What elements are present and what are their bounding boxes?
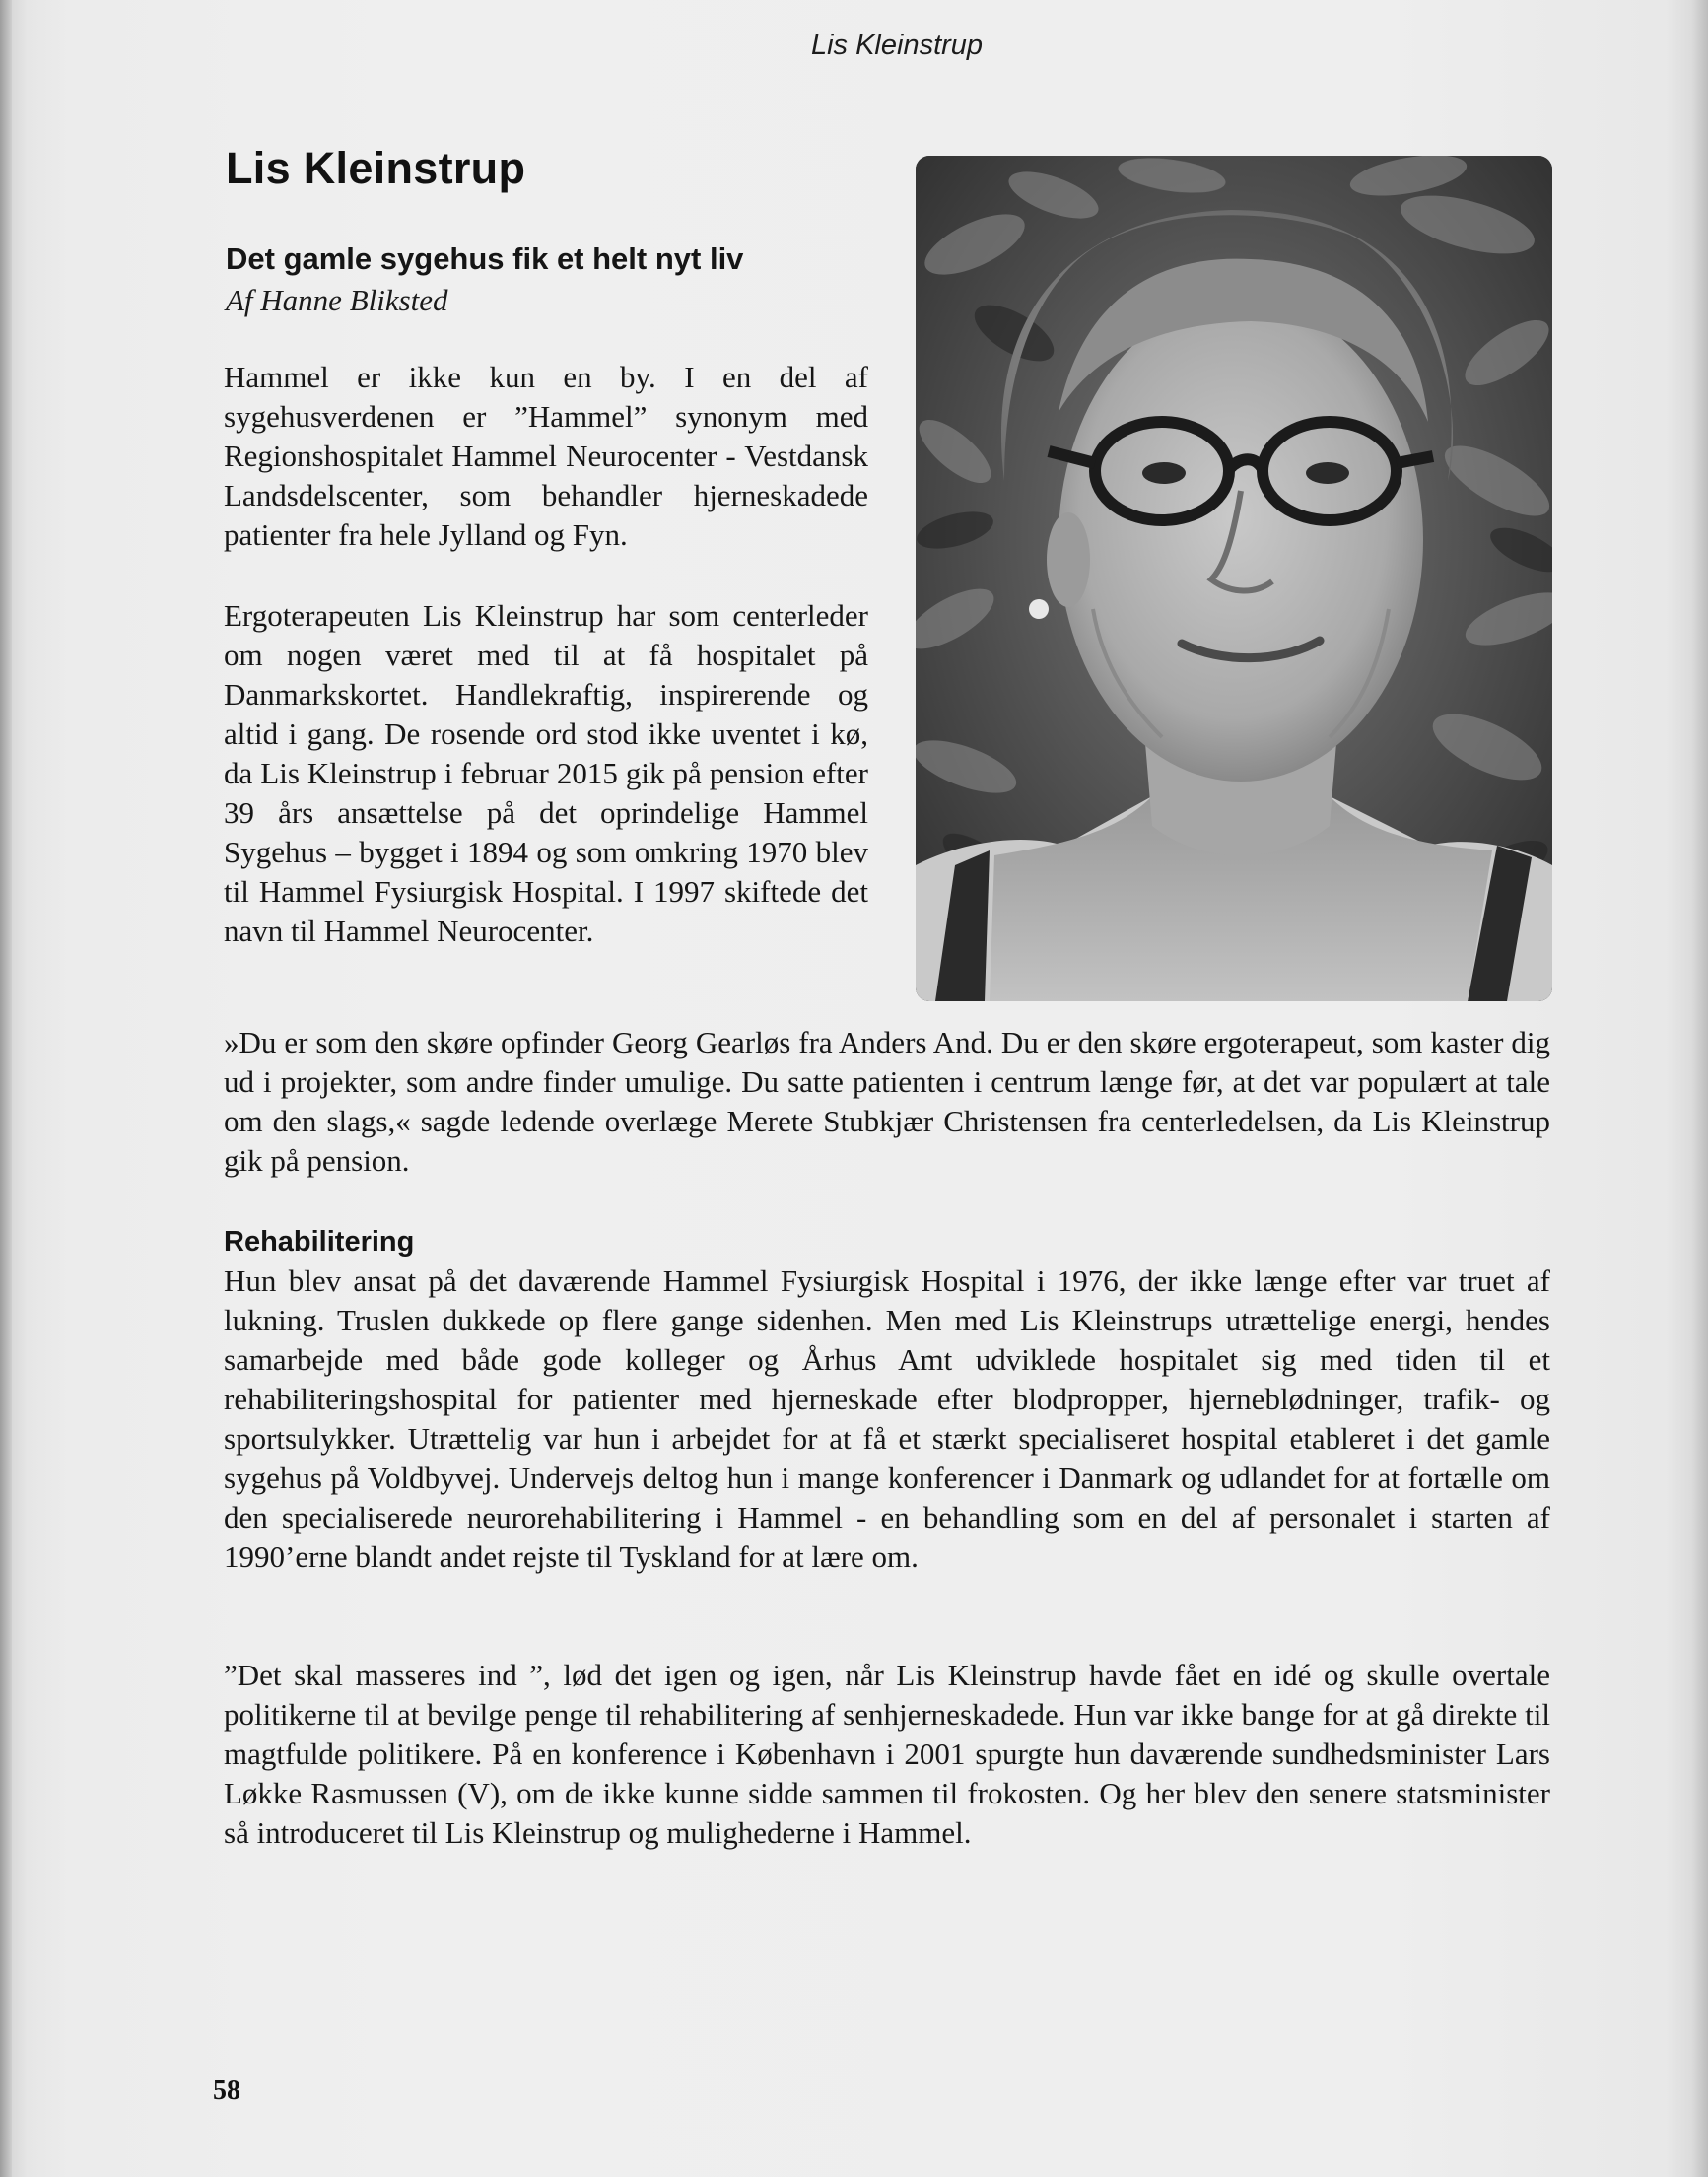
page-number: 58	[213, 2075, 240, 2106]
article-title: Lis Kleinstrup	[226, 143, 526, 193]
paragraph-rehabilitation: Hun blev ansat på det daværende Hammel Fysiurgisk Hospital i 1976, der ikke længe efter var truet af lukning. Truslen dukkede op flere gange sidenhen. Men med Lis Kleinstrups utrættelige energi, hendes samarbejde med både gode kolleger og Århus Amt udviklede hospitalet sig med tiden til et rehabiliteringshospital for patienter med hjerneskade efter blodpropper, hjerneblødninger, trafik- og sportsulykker. Utrættelig var hun i arbejdet for at få et stærkt specialiseret hospital etableret i det gamle sygehus på Voldbyvej. Undervejs deltog hun i mange konferencer i Danmark og udlandet for at fortælle om den specialiserede neurorehabilitering i Hammel - en behandling som en del af personalet i starten af 1990’erne blandt andet rejste til Tyskland for at lære om.	[224, 1263, 1550, 1574]
page-spine-edge	[0, 0, 12, 2177]
paragraph-quote: »Du er som den skøre opfinder Georg Gearløs fra Anders And. Du er den skøre ergoterapeut, som kaster dig ud i projekter, som andre finder umulige. Du satte patienten i centrum længe før, at det var populært at tale om den slags,« sagde ledende overlæge Merete Stubkjær Christensen fra centerledelsen, da Lis Kleinstrup gik på pension.	[224, 1025, 1550, 1178]
article-subtitle: Det gamle sygehus fik et helt nyt liv	[226, 241, 744, 276]
paragraph-career: Ergoterapeuten Lis Kleinstrup har som centerleder om nogen været med til at få hospitalet på Danmarkskortet. Handlekraftig, inspirerende og altid i gang. De rosende ord stod ikke uventet i kø, da Lis Kleinstrup i februar 2015 gik på pension efter 39 års ansættelse på det oprindelige Hammel Sygehus – bygget i 1894 og som omkring 1970 blev til Hammel Fysiurgisk Hospital. I 1997 skiftede det navn til Hammel Neurocenter.	[224, 598, 868, 948]
paragraph-intro: Hammel er ikke kun en by. I en del af sygehusverdenen er ”Hammel” synonym med Regionshospitalet Hammel Neurocenter - Vestdansk Landsdelscenter, som behandler hjerneskadede patienter fra hele Jylland og Fyn.	[224, 360, 868, 552]
running-header: Lis Kleinstrup	[810, 30, 984, 61]
article-byline: Af Hanne Bliksted	[226, 283, 448, 317]
portrait-photo	[916, 156, 1552, 1001]
section-heading-rehabilitering: Rehabilitering	[224, 1226, 415, 1258]
paragraph-politics: ”Det skal masseres ind ”, lød det igen og igen, når Lis Kleinstrup havde fået en idé og skulle overtale politikerne til at bevilge penge til rehabilitering af senhjerneskadede. Hun var ikke bange for at gå direkte til magtfulde politikere. På en konference i København i 2001 spurgte hun daværende sundhedsminister Lars Løkke Rasmussen (V), om de ikke kunne sidde sammen til frokosten. Og her blev den senere statsminister så introduceret til Lis Kleinstrup og mulighederne i Hammel.	[224, 1658, 1550, 1850]
